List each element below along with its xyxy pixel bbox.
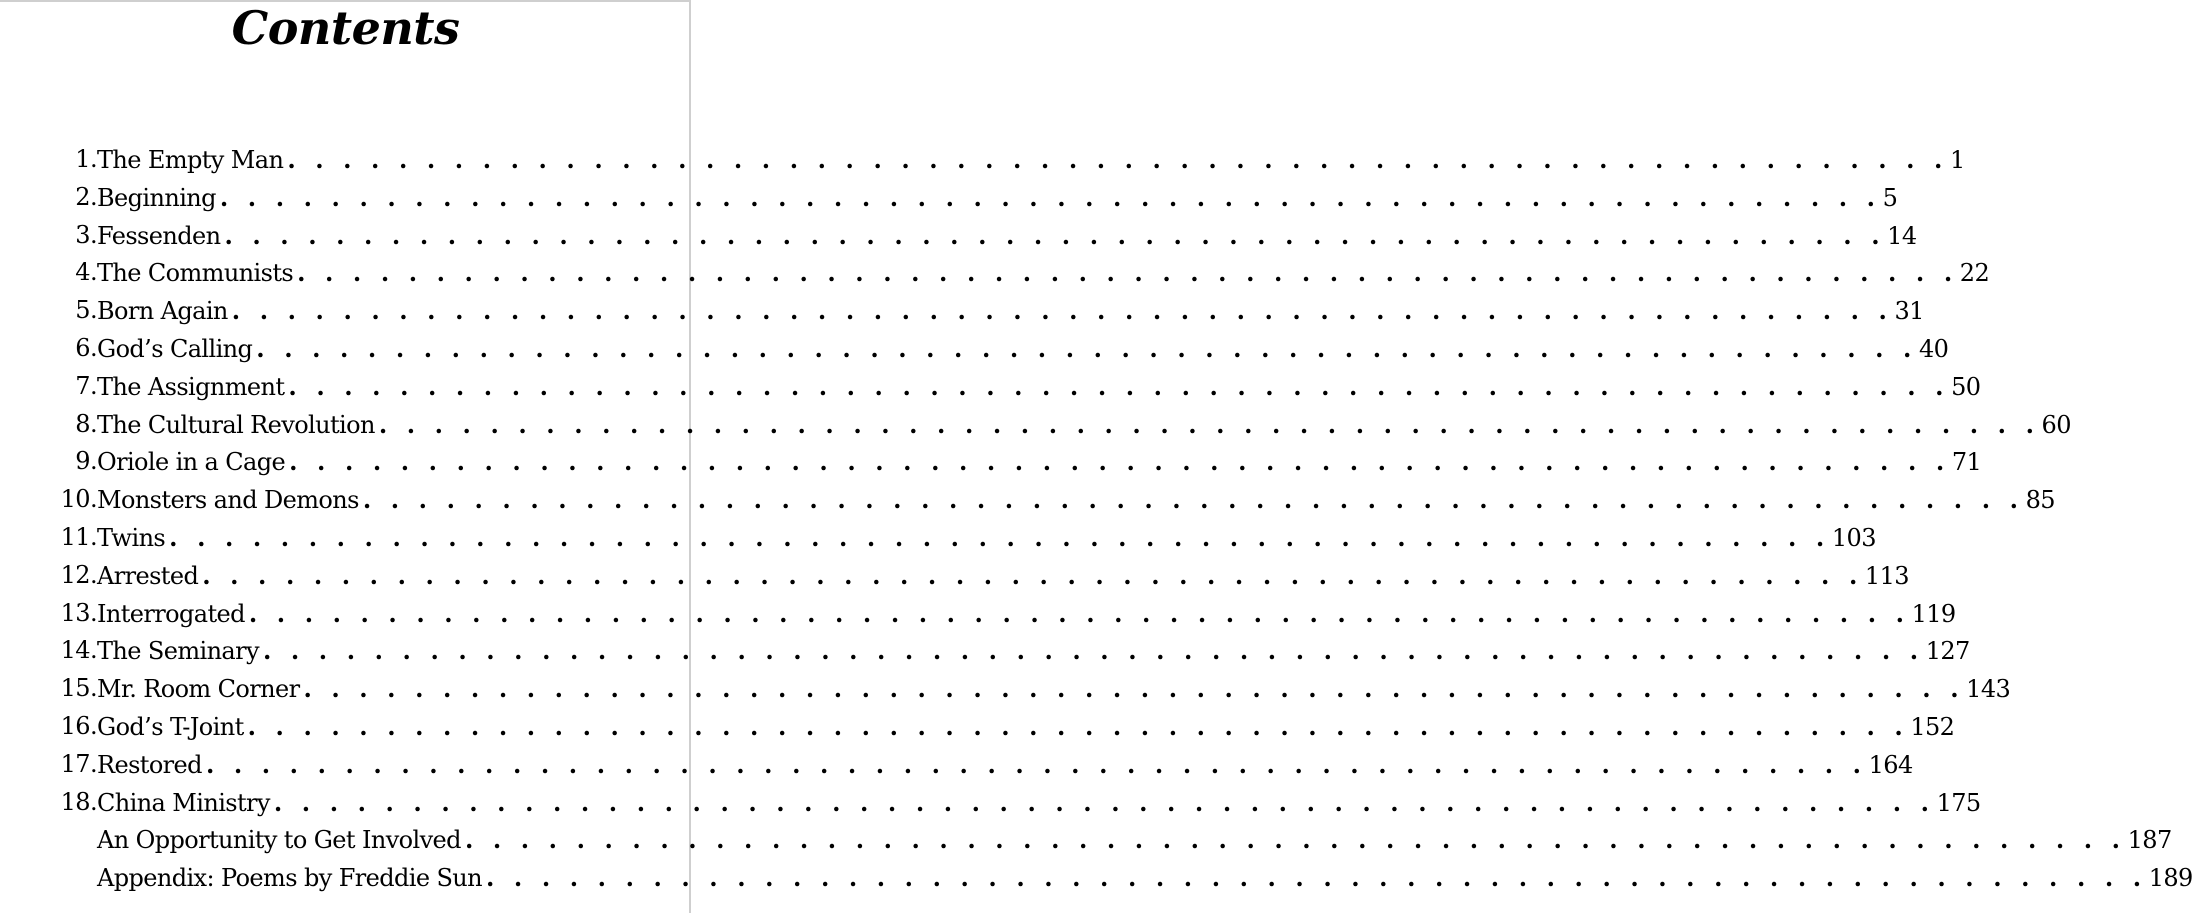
toc-entry-page-number: 5 xyxy=(1882,183,1898,212)
toc-entry-title: Born Again xyxy=(97,297,228,326)
dot-leader: . . . . . . . . . . . . . . . . . . . . . . . . . . . . . . . . . . . . . . . . . . . . . . . . . . . . . . . . . . . . xyxy=(378,409,2040,439)
page-title: Contents xyxy=(231,1,460,55)
dot-leader: . . . . . . . . . . . . . . . . . . . . . . . . . . . . . . . . . . . . . . . . . . . . . . . . . . . . . . . . . . . . xyxy=(287,145,1949,174)
toc-entry-page-number: 50 xyxy=(1951,372,1981,401)
toc-entry[interactable] xyxy=(40,708,1955,746)
toc-entry[interactable] xyxy=(40,406,2071,444)
toc-entry[interactable] xyxy=(40,519,1876,557)
toc-entry-title: The Empty Man xyxy=(97,146,284,174)
toc-entry-page-number: 14 xyxy=(1887,221,1917,250)
dot-leader: . . . . . . . . . . . . . . . . . . . . . . . . . . . . . . . . . . . . . . . . . . . . . . . . . . . . . . . . . . . . xyxy=(273,787,1935,817)
toc-entry-number: 16. xyxy=(60,711,97,740)
toc-entry[interactable] xyxy=(40,292,1924,330)
toc-entry-title: Fessenden xyxy=(97,221,221,250)
toc-entry-page-number: 85 xyxy=(2025,486,2055,515)
dot-leader: . . . . . . . . . . . . . . . . . . . . . . . . . . . . . . . . . . . . . . . . . . . . . . . . . . . . . . . . . . . . xyxy=(219,182,1881,212)
toc-entry-title: Monsters and Demons xyxy=(97,486,359,515)
dot-leader: . . . . . . . . . . . . . . . . . . . . . . . . . . . . . . . . . . . . . . . . . . . . . . . . . . . . . . . . . . . . xyxy=(289,447,1950,477)
dot-leader: . . . . . . . . . . . . . . . . . . . . . . . . . . . . . . . . . . . . . . . . . . . . . . . . . . . . . . . . . . . . xyxy=(224,220,1886,250)
toc-entry-page-number: 40 xyxy=(1918,334,1949,363)
toc-entry-body xyxy=(97,708,1955,746)
dot-leader: . . . . . . . . . . . . . . . . . . . . . . . . . . . . . . . . . . . . . . . . . . . . . . . . . . . . . . . . . . . . xyxy=(486,863,2147,893)
toc-entry-number: 13. xyxy=(60,598,97,627)
toc-entry-number: 10. xyxy=(60,485,97,514)
toc-entry-title: The Seminary xyxy=(97,637,259,666)
toc-entry-page-number: 1 xyxy=(1950,146,1965,174)
toc-entry[interactable] xyxy=(40,141,1965,179)
toc-entry-page-number: 113 xyxy=(1864,561,1909,590)
toc-entry-body xyxy=(97,368,1981,406)
toc-entry-title: China Ministry xyxy=(97,788,270,817)
toc-entry-body xyxy=(97,292,1924,330)
dot-leader: . . . . . . . . . . . . . . . . . . . . . . . . . . . . . . . . . . . . . . . . . . . . . . . . . . . . . . . . . . . . xyxy=(256,333,1917,363)
toc-entry-title: God’s T-Joint xyxy=(97,712,244,741)
toc-entry-body xyxy=(97,784,1981,822)
toc-entry-page-number: 152 xyxy=(1910,712,1955,741)
toc-entry-body xyxy=(97,746,1913,784)
toc-entry[interactable] xyxy=(40,859,2193,897)
toc-entry-number: 17. xyxy=(60,749,97,778)
toc-entry-body xyxy=(97,557,1909,595)
toc-entry[interactable] xyxy=(40,179,1898,217)
dot-leader: . . . . . . . . . . . . . . . . . . . . . . . . . . . . . . . . . . . . . . . . . . . . . . . . . . . . . . . . . . . . xyxy=(169,522,1830,552)
toc-entry-title: Mr. Room Corner xyxy=(97,675,300,704)
toc-entry-number: 4. xyxy=(75,258,97,287)
toc-entry-page-number: 143 xyxy=(1966,675,2011,704)
toc-entry-page-number: 60 xyxy=(2041,410,2071,439)
dot-leader: . . . . . . . . . . . . . . . . . . . . . . . . . . . . . . . . . . . . . . . . . . . . . . . . . . . . . . . . . . . . xyxy=(362,485,2024,515)
toc-entry[interactable] xyxy=(40,821,2172,859)
toc-entry-body xyxy=(97,254,1990,292)
toc-entry-number: 7. xyxy=(75,371,97,400)
toc-entry-title: The Communists xyxy=(97,259,294,288)
toc-entry-page-number: 175 xyxy=(1936,788,1981,817)
toc-entry[interactable] xyxy=(40,330,1949,368)
toc-entry-body xyxy=(97,595,1956,633)
toc-entry[interactable] xyxy=(40,784,1981,822)
table-of-contents xyxy=(40,141,2193,897)
toc-entry-body xyxy=(97,481,2055,519)
toc-entry[interactable] xyxy=(40,670,2011,708)
toc-entry[interactable] xyxy=(40,254,1990,292)
toc-entry-page-number: 103 xyxy=(1831,523,1876,552)
toc-entry-body xyxy=(97,217,1917,255)
toc-entry-page-number: 127 xyxy=(1925,637,1970,666)
toc-entry-title: The Assignment xyxy=(97,372,285,401)
toc-entry[interactable] xyxy=(40,481,2055,519)
toc-entry-number: 3. xyxy=(75,220,97,249)
toc-entry[interactable] xyxy=(40,217,1917,255)
dot-leader: . . . . . . . . . . . . . . . . . . . . . . . . . . . . . . . . . . . . . . . . . . . . . . . . . . . . . . . . . . . . xyxy=(464,825,2126,855)
toc-entry-number: 12. xyxy=(60,560,97,589)
toc-entry-number: 14. xyxy=(60,636,97,665)
toc-entry-title: Restored xyxy=(97,750,202,779)
toc-entry[interactable] xyxy=(40,595,1956,633)
toc-entry-number: 8. xyxy=(75,409,97,438)
toc-entry-page-number: 187 xyxy=(2127,826,2172,855)
toc-entry-body xyxy=(97,821,2172,859)
dot-leader: . . . . . . . . . . . . . . . . . . . . . . . . . . . . . . . . . . . . . . . . . . . . . . . . . . . . . . . . . . . . xyxy=(205,749,1867,779)
dot-leader: . . . . . . . . . . . . . . . . . . . . . . . . . . . . . . . . . . . . . . . . . . . . . . . . . . . . . . . . . . . . xyxy=(202,560,1863,590)
toc-entry-title: Oriole in a Cage xyxy=(97,448,286,477)
dot-leader: . . . . . . . . . . . . . . . . . . . . . . . . . . . . . . . . . . . . . . . . . . . . . . . . . . . . . . . . . . . . xyxy=(248,598,1910,628)
toc-entry-body xyxy=(97,670,2011,708)
toc-entry-body xyxy=(97,141,1965,179)
toc-entry-body xyxy=(97,632,1970,670)
toc-entry-title: Arrested xyxy=(97,561,199,590)
toc-entry-number: 9. xyxy=(75,447,97,476)
toc-entry-body xyxy=(97,859,2193,897)
toc-entry[interactable] xyxy=(40,632,1970,670)
toc-entry-page-number: 31 xyxy=(1894,297,1924,326)
toc-entry-body xyxy=(97,406,2071,444)
toc-entry-page-number: 164 xyxy=(1868,750,1913,779)
toc-entry-title: The Cultural Revolution xyxy=(97,410,375,439)
dot-leader: . . . . . . . . . . . . . . . . . . . . . . . . . . . . . . . . . . . . . . . . . . . . . . . . . . . . . . . . . . . . xyxy=(303,674,1965,704)
toc-entry-title: God’s Calling xyxy=(97,334,253,363)
toc-entry-number: 15. xyxy=(60,674,97,703)
toc-entry-number: 6. xyxy=(75,333,97,362)
toc-entry-page-number: 22 xyxy=(1959,259,1990,288)
dot-leader: . . . . . . . . . . . . . . . . . . . . . . . . . . . . . . . . . . . . . . . . . . . . . . . . . . . . . . . . . . . . xyxy=(297,258,1958,288)
toc-entry-title: Interrogated xyxy=(97,599,245,628)
toc-entry-number: 5. xyxy=(75,296,97,325)
toc-entry-number: 18. xyxy=(60,787,97,816)
dot-leader: . . . . . . . . . . . . . . . . . . . . . . . . . . . . . . . . . . . . . . . . . . . . . . . . . . . . . . . . . . . . xyxy=(247,711,1909,741)
toc-entry-title: Twins xyxy=(97,523,166,552)
toc-entry[interactable] xyxy=(40,746,1913,784)
toc-entry-body xyxy=(97,519,1876,557)
toc-entry-title: Beginning xyxy=(97,183,216,212)
toc-entry-body xyxy=(97,330,1949,368)
toc-entry-title: An Opportunity to Get Involved xyxy=(97,826,461,855)
toc-entry-body xyxy=(97,443,1982,481)
toc-entry-number: 2. xyxy=(75,182,97,211)
toc-entry-body xyxy=(97,179,1898,217)
toc-entry[interactable] xyxy=(40,368,1981,406)
toc-entry[interactable] xyxy=(40,557,1909,595)
toc-entry-number: 11. xyxy=(60,522,97,551)
dot-leader: . . . . . . . . . . . . . . . . . . . . . . . . . . . . . . . . . . . . . . . . . . . . . . . . . . . . . . . . . . . . xyxy=(288,371,1950,401)
toc-entry-page-number: 189 xyxy=(2148,864,2193,893)
toc-entry-page-number: 119 xyxy=(1911,599,1956,628)
toc-entry-page-number: 71 xyxy=(1951,448,1982,477)
toc-entry-title: Appendix: Poems by Freddie Sun xyxy=(97,864,483,893)
dot-leader: . . . . . . . . . . . . . . . . . . . . . . . . . . . . . . . . . . . . . . . . . . . . . . . . . . . . . . . . . . . . xyxy=(231,296,1893,326)
toc-entry-number: 1. xyxy=(75,145,97,173)
toc-entry[interactable] xyxy=(40,443,1982,481)
dot-leader: . . . . . . . . . . . . . . . . . . . . . . . . . . . . . . . . . . . . . . . . . . . . . . . . . . . . . . . . . . . . xyxy=(262,636,1924,666)
